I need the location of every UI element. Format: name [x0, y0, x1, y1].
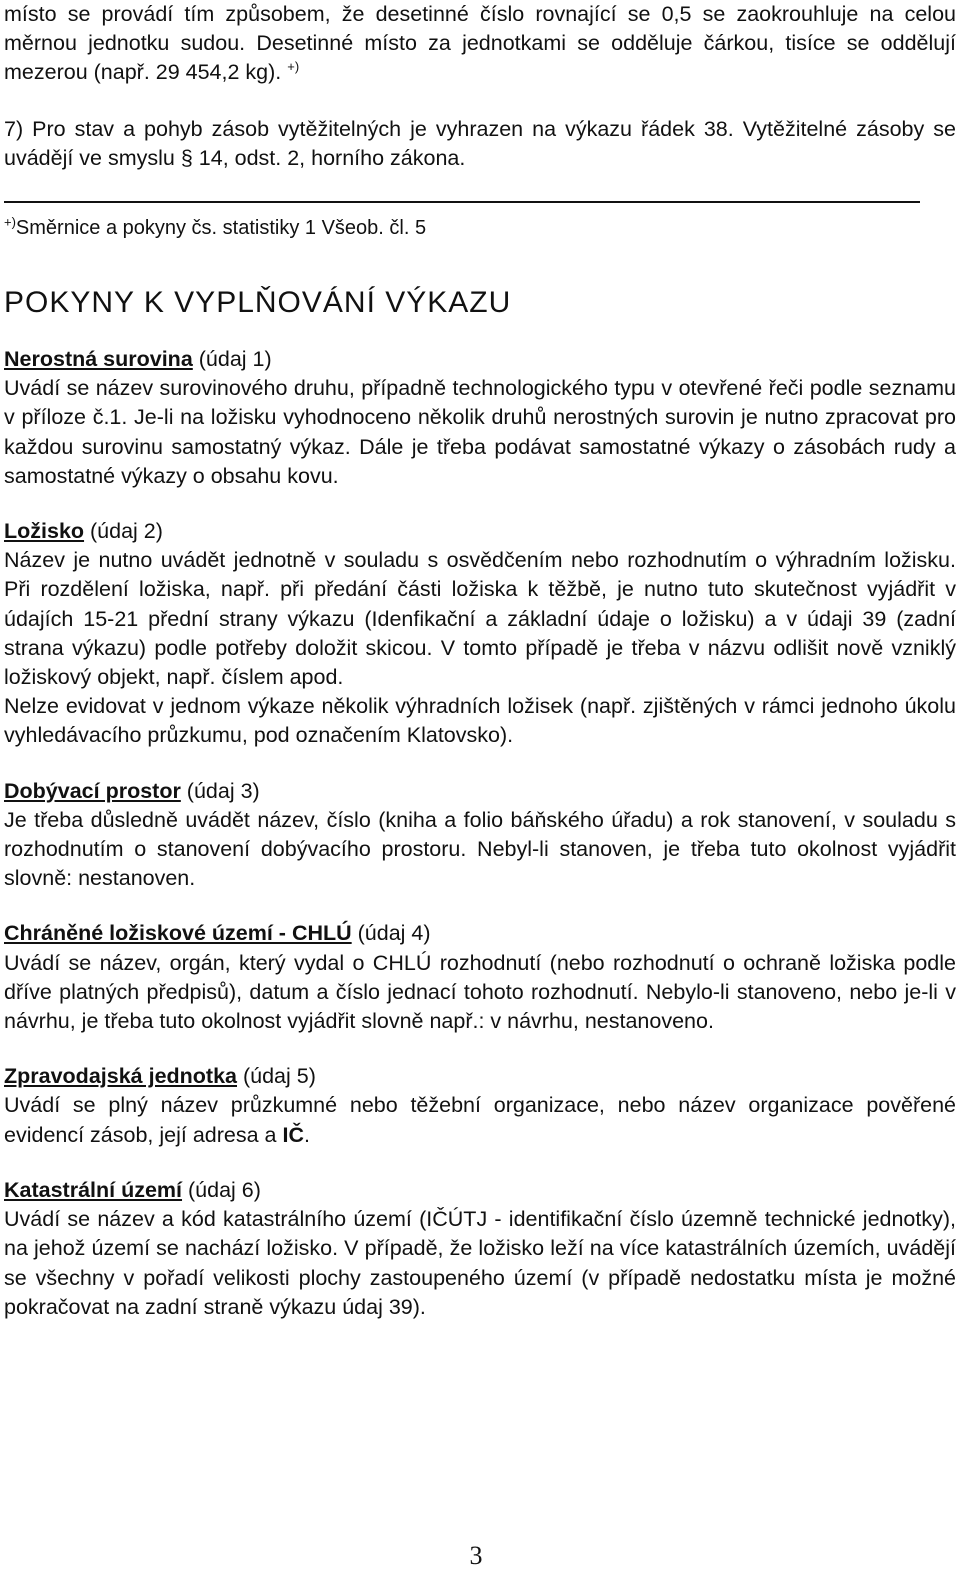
document-page — [4, 0, 956, 1322]
ic-abbreviation: IČ — [282, 1122, 304, 1147]
section-ref: (údaj 1) — [192, 347, 272, 372]
section-body: Název je nutno uvádět jednotně v souladu s osvědčením nebo rozhodnutím o výhradním ložisku. Při rozdělení ložiska, např. při předání části ložiska k těžbě, je nutno tuto skutečnost vyjádřit v údajích 15-21 přední strany výkazu (Idenfikační a základní údaje o ložisku) a v údaji 39 (zadní strana výkazu) podle potřeby doložit skicou. V tomto případě je třeba v názvu odlišit nově vzniklý ložiskový objekt, např. číslem apod. — [4, 548, 956, 690]
section-body — [4, 1091, 956, 1149]
page-number: 3 — [469, 1541, 483, 1570]
section-term: Ložisko — [4, 519, 85, 544]
section-body-text: Uvádí se plný název průzkumné nebo těžební organizace, nebo název organizace pověřené evidencí zásob, její adresa a — [4, 1093, 956, 1147]
section-katastralni-uzemi — [4, 1176, 956, 1322]
intro-paragraph-text: místo se provádí tím způsobem, že desetinné číslo rovnající se 0,5 se zaokrouhluje na celou měrnou jednotku sudou. Desetinné místo za jednotkami se odděluje čárkou, tisíce se oddělují mezerou (např. 29 454,2 kg). — [4, 2, 956, 85]
section-title — [4, 1062, 956, 1091]
section-body: Uvádí se název, orgán, který vydal o CHLÚ rozhodnutí (nebo rozhodnutí o ochraně ložiska podle dříve platných předpisů), datum a číslo jednací tohoto rozhodnutí. Nebylo-li stanoveno, nebo je-li v návrhu, je třeba tuto okolnost vyjádřit slovně např.: v návrhu, nestanoveno. — [4, 950, 956, 1034]
section-body-continued: Nelze evidovat v jednom výkaze několik výhradních ložisek (např. zjištěných v rámci jednoho úkolu vyhledávacího průzkumu, pod označením Klatovsko). — [4, 694, 956, 748]
section-title — [4, 919, 956, 948]
section-body: Uvádí se název a kód katastrálního území (IČÚTJ - identifikační číslo územně technické jednotky), na jehož území se nachází ložisko. V případě, že ložisko leží na více katastrálních územích, uvádějí se všechny v pořadí velikosti plochy zastoupeného území (v případě nedostatku místa je možné pokračovat na zadní straně výkazu údaj 39). — [4, 1207, 956, 1319]
section-term: Chráněné ložiskové území - CHLÚ — [4, 921, 352, 946]
section-zpravodajska-jednotka — [4, 1062, 956, 1150]
section-term: Zpravodajská jednotka — [4, 1064, 237, 1089]
section-term: Nerostná surovina — [4, 347, 193, 372]
section-body: Uvádí se název surovinového druhu, případně technologického typu v otevřené řeči podle seznamu v příloze č.1. Je-li na ložisku vyhodnoceno několik druhů nerostných surovin je nutno zpracovat pro každou surovinu samostatný výkaz. Dále je třeba podávat samostatné výkazy o zásobách rudy a samostatné výkazy o obsahu kovu. — [4, 376, 956, 488]
page-heading: POKYNY K VYPLŇOVÁNÍ VÝKAZU — [4, 286, 512, 320]
section-ref: (údaj 4) — [351, 921, 431, 946]
section-title — [4, 777, 956, 806]
section-dobyvaci-prostor — [4, 777, 956, 894]
section-term: Katastrální území — [4, 1177, 183, 1202]
section-body-end: . — [303, 1122, 310, 1147]
section-ref: (údaj 5) — [237, 1064, 316, 1089]
section-nerostna-surovina — [4, 345, 956, 491]
section-term: Dobývací prostor — [4, 778, 181, 803]
footnote-reference: +) — [287, 59, 300, 75]
intro-paragraph — [4, 0, 956, 88]
section-title — [4, 517, 956, 546]
footnote-marker: +) — [4, 214, 16, 230]
item-7-paragraph: 7) Pro stav a pohyb zásob vytěžitelných je vyhrazen na výkazu řádek 38. Vytěžitelné zásoby se uvádějí ve smyslu § 14, odst. 2, horního zákona. — [4, 116, 956, 170]
footnote-separator — [4, 201, 920, 203]
section-body: Je třeba důsledně uvádět název, číslo (kniha a folio báňského úřadu) a rok stanovení, v souladu s rozhodnutím o stanovení dobývacího prostoru. Nebyl-li stanoven, je třeba tuto okolnost vyjádřit slovně: nestanoven. — [4, 807, 956, 891]
section-ref: (údaj 2) — [84, 519, 163, 544]
section-chlu — [4, 919, 956, 1036]
section-title — [4, 345, 956, 374]
section-lozisko — [4, 517, 956, 751]
footnote — [4, 215, 956, 241]
section-ref: (údaj 3) — [180, 778, 260, 803]
footnote-text: Směrnice a pokyny čs. statistiky 1 Všeob. čl. 5 — [15, 217, 427, 240]
section-title — [4, 1176, 956, 1205]
section-ref: (údaj 6) — [182, 1177, 261, 1202]
